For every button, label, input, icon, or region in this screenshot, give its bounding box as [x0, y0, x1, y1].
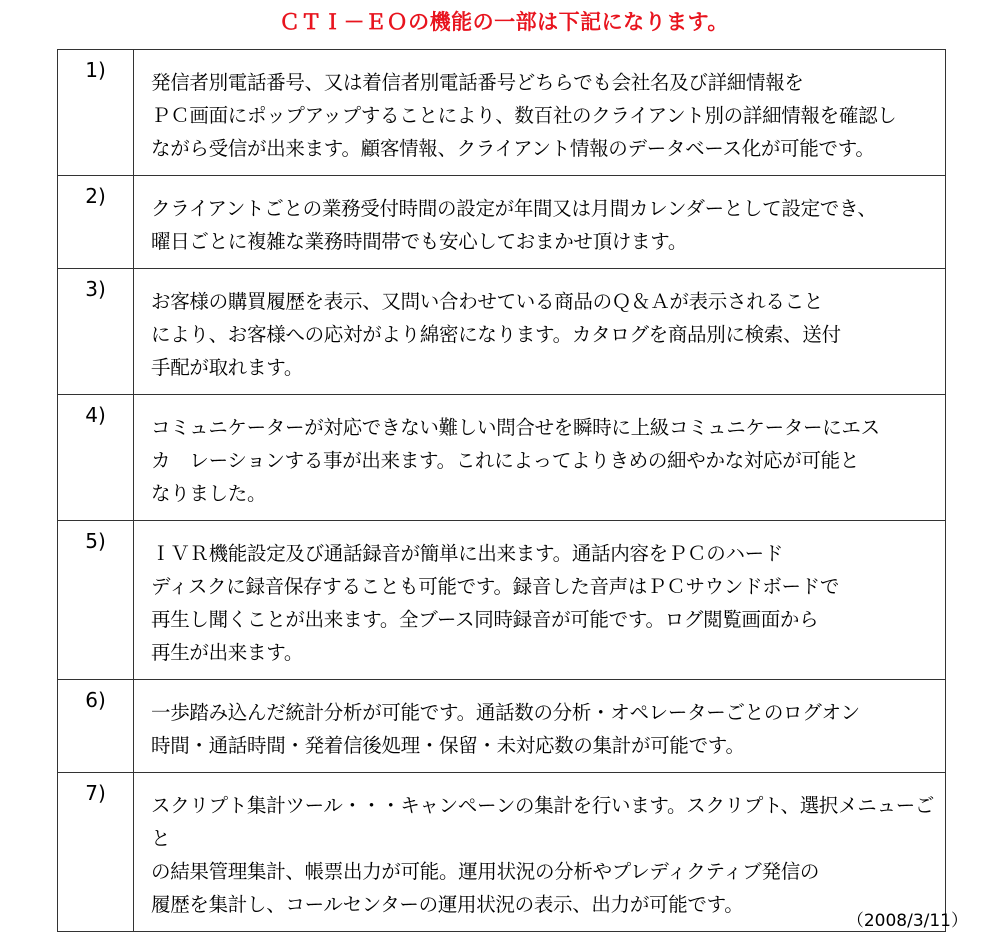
item-number: 3) — [58, 269, 134, 395]
table-row — [58, 269, 946, 395]
table-row — [58, 680, 946, 773]
item-description: コミュニケーターが対応できない難しい問合せを瞬時に上級コミュニケーターにエス カ レーションする事が出来ます。これによってよりきめの細やかな対応が可能と なりました。 — [134, 395, 946, 521]
item-number: 6) — [58, 680, 134, 773]
item-description: スクリプト集計ツール・・・キャンペーンの集計を行います。スクリプト、選択メニューごと の結果管理集計、帳票出力が可能。運用状況の分析やプレディクティブ発信の 履歴を集計し、コールセンターの運用状況の表示、出力が可能です。 — [134, 773, 946, 932]
table-row — [58, 395, 946, 521]
table-row — [58, 50, 946, 176]
item-number: 7) — [58, 773, 134, 932]
item-description: 発信者別電話番号、又は着信者別電話番号どちらでも会社名及び詳細情報を ＰＣ画面にポップアップすることにより、数百社のクライアント別の詳細情報を確認し ながら受信が出来ます。顧客情報、クライアント情報のデータベース化が可能です。 — [134, 50, 946, 176]
table-row — [58, 521, 946, 680]
item-number: 1) — [58, 50, 134, 176]
table-row — [58, 773, 946, 932]
item-number: 5) — [58, 521, 134, 680]
feature-table — [57, 49, 946, 932]
item-description: ＩＶＲ機能設定及び通話録音が簡単に出来ます。通話内容をＰＣのハード ディスクに録音保存することも可能です。録音した音声はＰＣサウンドボードで 再生し聞くことが出来ます。全ブース同時録音が可能です。ログ閲覧画面から 再生が出来ます。 — [134, 521, 946, 680]
item-number: 4) — [58, 395, 134, 521]
item-description: お客様の購買履歴を表示、又問い合わせている商品のＱ＆Ａが表示されること により、お客様への応対がより綿密になります。カタログを商品別に検索、送付 手配が取れます。 — [134, 269, 946, 395]
item-description: クライアントごとの業務受付時間の設定が年間又は月間カレンダーとして設定でき、 曜日ごとに複雑な業務時間帯でも安心しておまかせ頂けます。 — [134, 176, 946, 269]
item-number: 2) — [58, 176, 134, 269]
item-description: 一歩踏み込んだ統計分析が可能です。通話数の分析・オペレーターごとのログオン 時間・通話時間・発着信後処理・保留・未対応数の集計が可能です。 — [134, 680, 946, 773]
document-date: （2008/3/11） — [846, 911, 968, 931]
page-title: ＣＴＩ－ＥＯの機能の一部は下記になります。 — [279, 10, 729, 34]
table-row — [58, 176, 946, 269]
